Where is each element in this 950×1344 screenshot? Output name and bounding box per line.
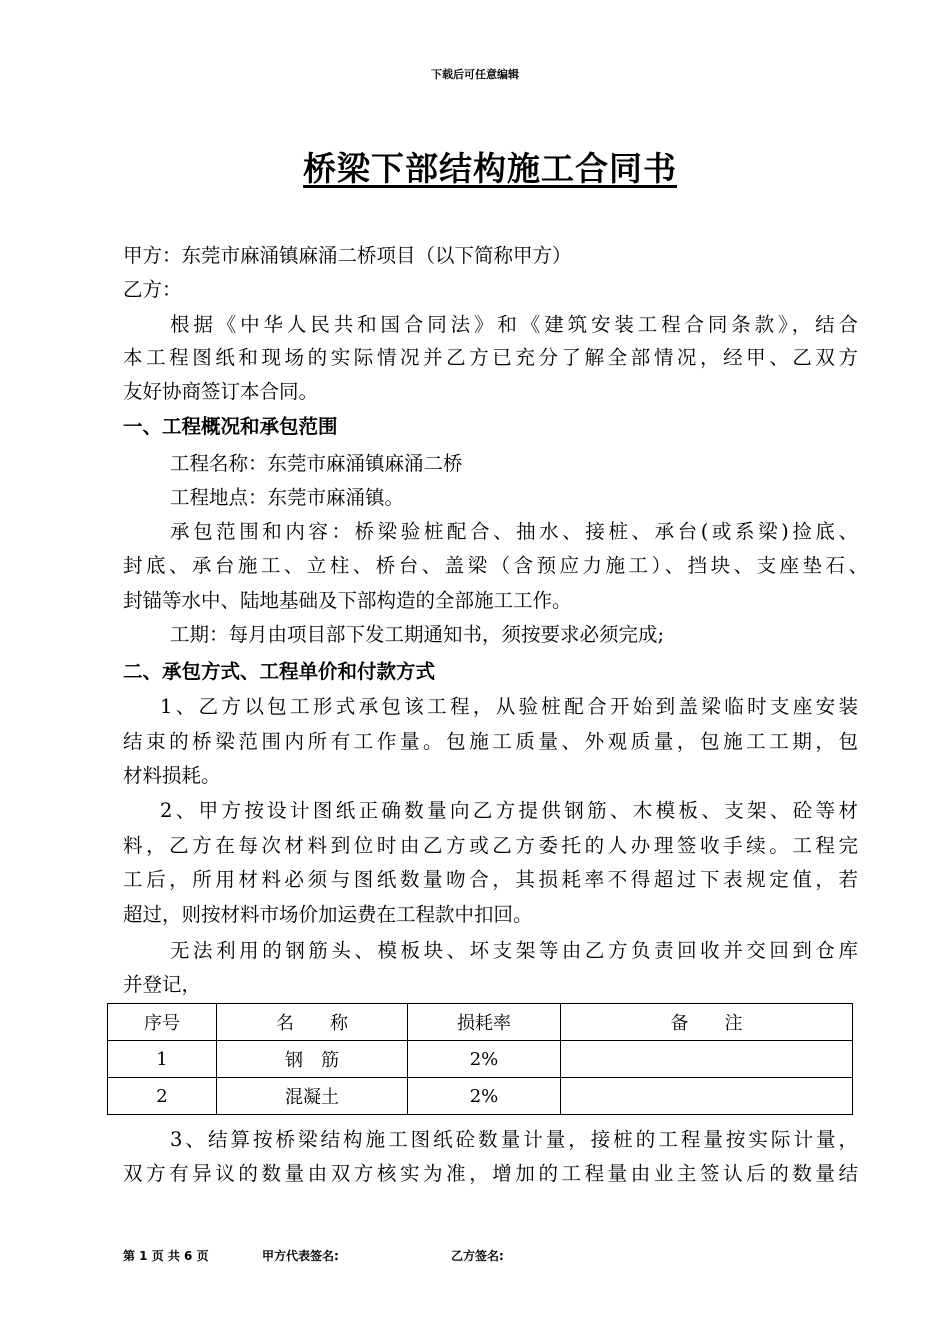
scope-line: 封底、承台施工、立柱、桥台、盖梁（含预应力施工）、挡块、支座垫石、 bbox=[123, 554, 868, 577]
paragraph-line: 根据《中华人民共和国合同法》和《建筑安装工程合同条款》，结合 bbox=[170, 313, 858, 336]
table-cell: 2 bbox=[108, 1078, 217, 1115]
table-header-row bbox=[108, 1004, 853, 1041]
paragraph-line: 无法利用的钢筋头、模板块、坏支架等由乙方负责回收并交回到仓库 bbox=[170, 939, 858, 962]
project-location-line: 工程地点：东莞市麻涌镇。 bbox=[170, 486, 405, 509]
paragraph-line: 本工程图纸和现场的实际情况并乙方已充分了解全部情况，经甲、乙双方 bbox=[123, 346, 858, 369]
project-name-line: 工程名称：东莞市麻涌镇麻涌二桥 bbox=[170, 452, 463, 475]
clause-3-line: 3、结算按桥梁结构施工图纸砼数量计量，接桩的工程量按实际计量， bbox=[170, 1128, 858, 1151]
clause-1-line: 1、乙方以包工形式承包该工程，从验桩配合开始到盖梁临时支座安装 bbox=[160, 695, 858, 718]
party-a-line: 甲方：东莞市麻涌镇麻涌二桥项目（以下简称甲方） bbox=[123, 244, 572, 267]
table-cell: 2% bbox=[408, 1078, 561, 1115]
table-header-cell: 名 称 bbox=[217, 1004, 408, 1041]
clause-1-line: 材料损耗。 bbox=[123, 764, 221, 787]
clause-3-line: 双方有异议的数量由双方核实为准，增加的工程量由业主签认后的数量结 bbox=[123, 1162, 858, 1185]
clause-2-line: 工后，所用材料必须与图纸数量吻合，其损耗率不得超过下表规定值，若 bbox=[123, 868, 858, 891]
party-b-signature-label: 乙方签名: bbox=[451, 1249, 504, 1263]
paragraph-line: 友好协商签订本合同。 bbox=[123, 380, 319, 403]
page-number: 第 1 页 共 6 页 bbox=[123, 1249, 209, 1263]
party-a-signature-label: 甲方代表签名: bbox=[262, 1249, 339, 1263]
table-header-cell: 备 注 bbox=[561, 1004, 853, 1041]
scope-line: 承包范围和内容：桥梁验桩配合、抽水、接桩、承台(或系梁)捡底、 bbox=[170, 520, 858, 543]
table-header-cell: 损耗率 bbox=[408, 1004, 561, 1041]
scope-line: 封锚等水中、陆地基础及下部构造的全部施工工作。 bbox=[123, 589, 572, 612]
table-header-cell: 序号 bbox=[108, 1004, 217, 1041]
clause-2-line: 2、甲方按设计图纸正确数量向乙方提供钢筋、木模板、支架、砼等材 bbox=[160, 799, 858, 822]
section-heading-1: 一、工程概况和承包范围 bbox=[123, 415, 338, 438]
schedule-line: 工期：每月由项目部下发工期通知书，须按要求必须完成; bbox=[170, 623, 665, 646]
table-row bbox=[108, 1078, 853, 1115]
table-cell: 2% bbox=[408, 1041, 561, 1078]
section-heading-2: 二、承包方式、工程单价和付款方式 bbox=[123, 660, 436, 683]
table-cell: 钢 筋 bbox=[217, 1041, 408, 1078]
table-cell: 1 bbox=[108, 1041, 217, 1078]
table-cell bbox=[561, 1078, 853, 1115]
table-row bbox=[108, 1041, 853, 1078]
header-note: 下载后可任意编辑 bbox=[431, 68, 519, 81]
table-cell: 混凝土 bbox=[217, 1078, 408, 1115]
clause-1-line: 结束的桥梁范围内所有工作量。包施工质量、外观质量，包施工工期，包 bbox=[123, 730, 858, 753]
table-cell bbox=[561, 1041, 853, 1078]
clause-2-line: 料，乙方在每次材料到位时由乙方或乙方委托的人办理签收手续。工程完 bbox=[123, 834, 858, 857]
paragraph-line: 并登记， bbox=[123, 973, 202, 996]
document-title: 桥梁下部结构施工合同书 bbox=[303, 149, 677, 188]
clause-2-line: 超过，则按材料市场价加运费在工程款中扣回。 bbox=[123, 903, 533, 926]
loss-rate-table bbox=[107, 1003, 853, 1115]
party-b-line: 乙方： bbox=[123, 278, 182, 301]
